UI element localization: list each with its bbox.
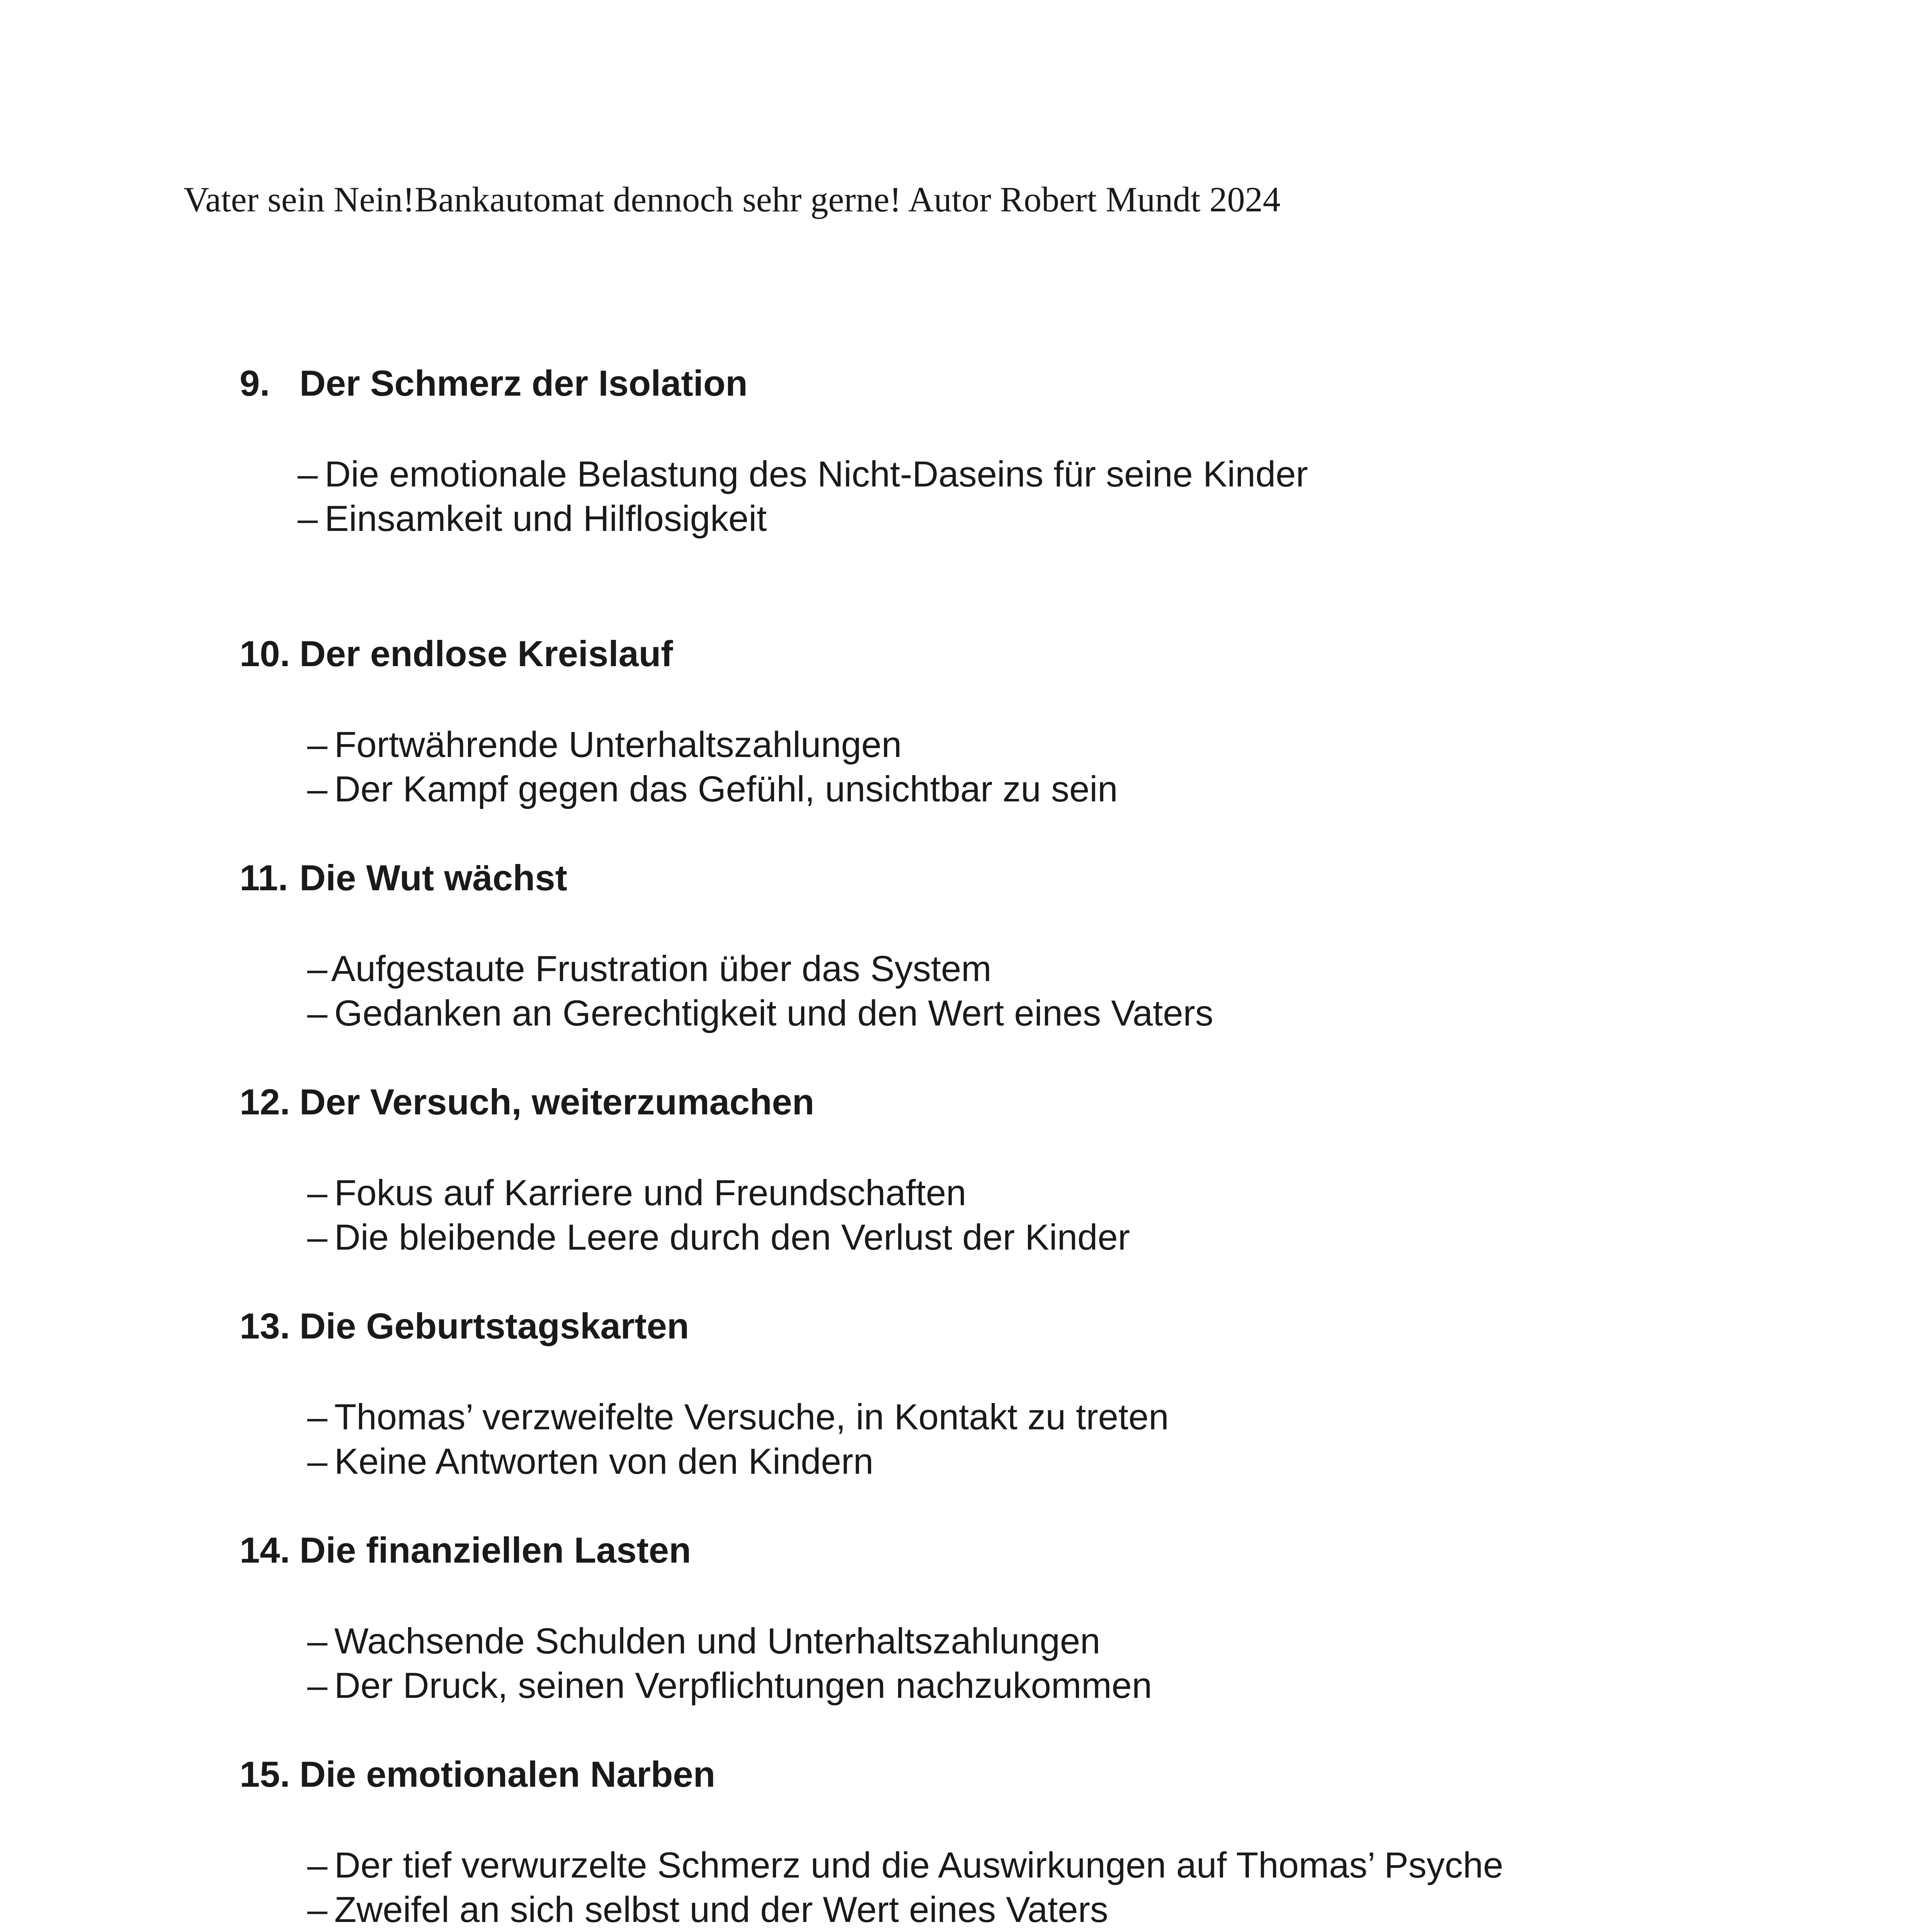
chapter-title xyxy=(240,633,673,674)
list-item xyxy=(298,456,1308,492)
list-item xyxy=(307,1219,1130,1255)
bullet-dash: – xyxy=(307,1621,328,1661)
list-item xyxy=(307,1396,1169,1437)
bullet-dash: – xyxy=(307,1441,328,1481)
list-item-text: Die bleibende Leere durch den Verlust der Kinder xyxy=(334,1217,1130,1257)
bullet-dash: – xyxy=(307,1396,328,1437)
bullet-dash: – xyxy=(307,769,328,809)
chapter-number: 14. xyxy=(240,1530,290,1570)
list-item-text: Der Druck, seinen Verpflichtungen nachzukommen xyxy=(334,1665,1152,1706)
list-item xyxy=(307,1847,1503,1883)
list-item xyxy=(298,500,767,537)
list-item-text: Der tief verwurzelte Schmerz und die Auswirkungen auf Thomas’ Psyche xyxy=(334,1845,1504,1885)
list-item xyxy=(307,1443,873,1480)
list-item-text: Thomas’ verzweifelte Versuche, in Kontakt zu treten xyxy=(334,1396,1169,1437)
chapter-number: 10. xyxy=(240,633,290,674)
chapter-title-text: Der Schmerz der Isolation xyxy=(299,363,748,403)
list-item xyxy=(307,948,992,989)
page-header: Vater sein Nein!Bankautomat dennoch sehr gerne! Autor Robert Mundt 2024 xyxy=(184,180,1281,219)
list-item-text: Der Kampf gegen das Gefühl, unsichtbar zu sein xyxy=(334,769,1118,809)
list-item-text: Fortwährende Unterhaltszahlungen xyxy=(334,724,902,765)
chapter-title xyxy=(240,365,748,401)
chapter-title-text: Die Geburtstagskarten xyxy=(299,1306,689,1346)
list-item xyxy=(307,726,902,763)
list-item-text: Zweifel an sich selbst und der Wert eines Vaters xyxy=(334,1889,1108,1930)
list-item-text: Einsamkeit und Hilflosigkeit xyxy=(325,498,767,539)
bullet-dash: – xyxy=(307,1889,328,1930)
chapter-title-text: Der Versuch, weiterzumachen xyxy=(299,1082,815,1122)
chapter-title xyxy=(240,1084,814,1120)
chapter-title xyxy=(240,1532,691,1568)
bullet-dash: – xyxy=(307,1665,328,1706)
list-item xyxy=(307,1623,1100,1659)
bullet-dash: – xyxy=(307,1217,328,1257)
list-item xyxy=(307,1667,1152,1704)
chapter-title-text: Der endlose Kreislauf xyxy=(299,633,673,674)
list-item xyxy=(307,771,1118,807)
list-item xyxy=(307,1172,967,1213)
list-item-text: Keine Antworten von den Kindern xyxy=(334,1441,874,1481)
list-item-text: Wachsende Schulden und Unterhaltszahlungen xyxy=(334,1621,1101,1661)
bullet-dash: – xyxy=(307,993,328,1033)
list-item xyxy=(307,1891,1108,1928)
chapter-number: 12. xyxy=(240,1082,290,1122)
chapter-number: 13. xyxy=(240,1306,290,1346)
list-item xyxy=(307,995,1213,1031)
chapter-number: 11. xyxy=(240,857,288,898)
chapter-title-text: Die Wut wächst xyxy=(299,857,567,898)
list-item-text: Fokus auf Karriere und Freundschaften xyxy=(334,1172,967,1213)
bullet-dash: – xyxy=(298,498,318,539)
chapter-title xyxy=(240,857,567,898)
list-item-text: Die emotionale Belastung des Nicht-Daseins für seine Kinder xyxy=(325,454,1308,494)
chapter-title xyxy=(240,1308,689,1344)
list-item-text: Aufgestaute Frustration über das System xyxy=(331,948,992,989)
chapter-number: 15. xyxy=(240,1754,290,1794)
chapter-number: 9. xyxy=(240,363,270,403)
bullet-dash: – xyxy=(307,1845,328,1885)
chapter-title xyxy=(240,1756,715,1793)
bullet-dash: – xyxy=(307,948,328,989)
bullet-dash: – xyxy=(307,1172,328,1213)
chapter-title-text: Die finanziellen Lasten xyxy=(299,1530,691,1570)
list-item-text: Gedanken an Gerechtigkeit und den Wert eines Vaters xyxy=(334,993,1213,1033)
bullet-dash: – xyxy=(307,724,328,765)
bullet-dash: – xyxy=(298,454,318,494)
chapter-title-text: Die emotionalen Narben xyxy=(299,1754,715,1794)
